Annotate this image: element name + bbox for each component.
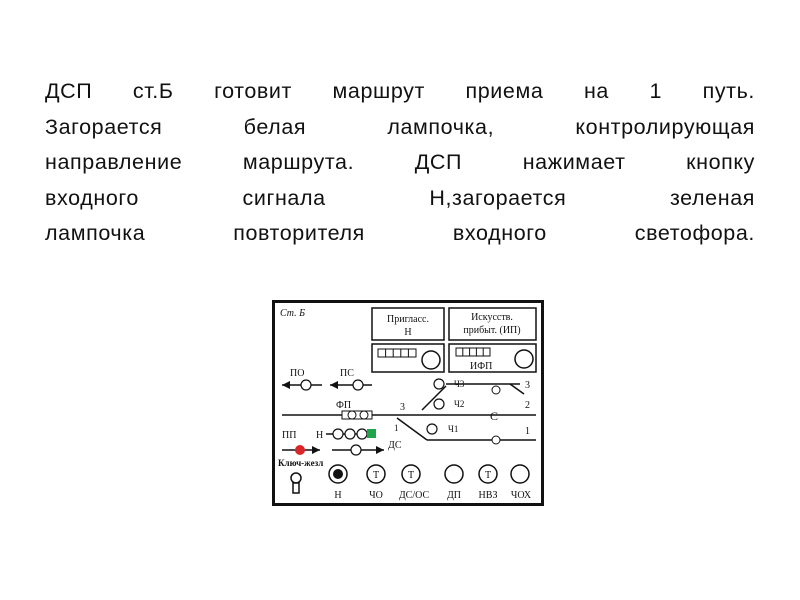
paragraph-line-4: входного сигнала Н,загорается зеленая xyxy=(45,185,755,210)
dp-button[interactable] xyxy=(445,465,463,483)
track-number-2: 2 xyxy=(525,400,530,411)
track3-signal xyxy=(434,379,444,389)
invite-box-line1: Пригласс. xyxy=(387,314,429,325)
nvz-button-label: НВЗ xyxy=(478,490,498,501)
chox-button-label: ЧОХ xyxy=(510,490,532,501)
ps-indicator xyxy=(353,380,363,390)
c-label: С xyxy=(490,409,499,423)
track2-label: Ч2 xyxy=(454,399,465,409)
ifp-label: ИФП xyxy=(470,361,493,372)
track3-label: Ч3 xyxy=(454,379,465,389)
track2-signal xyxy=(434,399,444,409)
dsos-button-label: ДС/ОС xyxy=(398,490,430,501)
green-lamp xyxy=(367,429,376,438)
paragraph-line-2: Загорается белая лампочка, контролирующая xyxy=(45,114,755,139)
n-button-label: Н xyxy=(334,490,342,501)
pp-label: ПП xyxy=(282,430,297,441)
nvz-t: Т xyxy=(484,470,492,481)
n-label: Н xyxy=(316,430,324,441)
chox-button[interactable] xyxy=(511,465,529,483)
cho-t: Т xyxy=(372,470,380,481)
switch-number-1: 1 xyxy=(394,423,399,433)
artificial-box-line1: Искусств. xyxy=(471,312,513,323)
ps-label: ПС xyxy=(340,368,354,379)
control-panel-diagram xyxy=(272,300,544,506)
po-label: ПО xyxy=(290,368,305,379)
description-paragraph xyxy=(45,74,755,252)
red-lamp xyxy=(295,445,305,455)
paragraph-line-3: направление маршрута. ДСП нажимает кнопку xyxy=(45,150,755,174)
fp-label: ФП xyxy=(336,400,352,411)
invite-box-line2: Н xyxy=(404,327,412,338)
key-icon[interactable] xyxy=(291,473,301,483)
control-panel-svg xyxy=(272,300,544,506)
dsos-t: Т xyxy=(407,470,415,481)
station-label: Ст. Б xyxy=(280,308,306,319)
paragraph-line-1: ДСП ст.Б готовит маршрут приема на 1 путь. xyxy=(45,79,755,103)
track1-signal xyxy=(427,424,437,434)
po-indicator xyxy=(301,380,311,390)
track-number-3: 3 xyxy=(525,380,530,391)
track1-label: Ч1 xyxy=(448,424,459,434)
track-number-1: 1 xyxy=(525,426,530,437)
switch-number-3: 3 xyxy=(400,402,405,413)
key-label: Ключ-жезл xyxy=(278,458,324,468)
artificial-box-line2: прибыт. (ИП) xyxy=(463,325,521,336)
ds-label: ДС xyxy=(388,440,402,451)
paragraph-line-5: лампочка повторителя входного светофора. xyxy=(45,221,755,245)
dp-button-label: ДП xyxy=(446,490,462,501)
cho-button-label: ЧО xyxy=(369,490,383,501)
